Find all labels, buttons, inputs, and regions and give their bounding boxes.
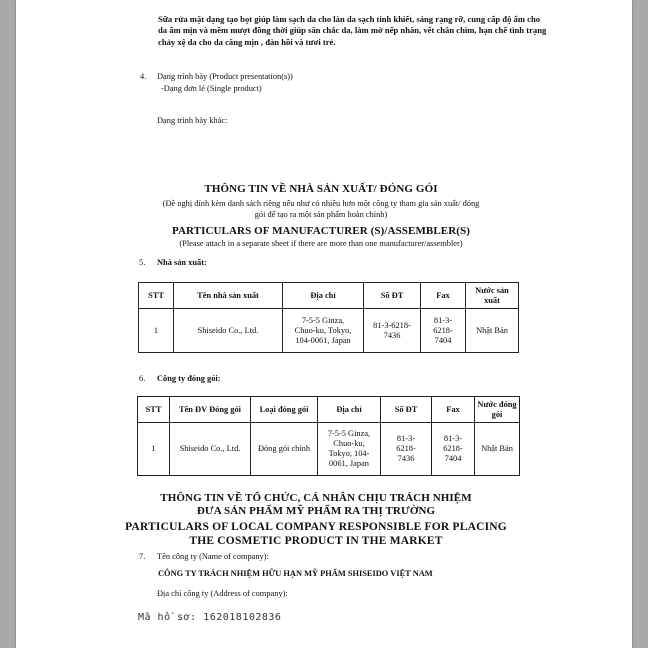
- col-fax: Fax: [432, 397, 475, 423]
- single-product-label: -Dạng đơn lẻ (Single product): [161, 84, 262, 93]
- packaging-table: [137, 396, 520, 476]
- phone-line: 81-3-: [396, 434, 416, 443]
- manufacturer-note-vi-2: gói để tạo ra một sản phẩm hoàn chỉnh): [254, 210, 388, 219]
- section-5-title: Nhà sản xuất:: [157, 258, 207, 267]
- col-packaging-type: Loại đóng gói: [251, 397, 318, 423]
- section-5-number: 5.: [139, 258, 146, 267]
- cell-country: Nhật Bản: [475, 423, 520, 476]
- manufacturer-heading-vi: THÔNG TIN VỀ NHÀ SẢN XUẤT/ ĐÓNG GÓI: [204, 183, 438, 195]
- cell-phone: [364, 309, 421, 353]
- phone-line: 7436: [397, 454, 415, 463]
- manufacturer-note-en: (Please attach in a separate sheet if there are more than one manufacturer/assembler): [179, 239, 463, 248]
- fax-line: 81-3-: [433, 315, 453, 325]
- company-name-label: Tên công ty (Name of company):: [157, 552, 269, 561]
- col-stt: STT: [139, 283, 174, 309]
- manufacturer-note-vi-1: (Đề nghị đính kèm danh sách riêng nếu như có nhiều hơn một công ty tham gia sản xuất/ đóng: [162, 199, 480, 208]
- address-line: 0061, Japan: [328, 459, 369, 468]
- section-7-number: 7.: [139, 552, 146, 561]
- col-fax: Fax: [421, 283, 466, 309]
- document-page: [16, 0, 632, 648]
- section-6-number: 6.: [139, 374, 146, 383]
- cell-packer-name: Shiseido Co., Ltd.: [170, 423, 251, 476]
- address-line: 7-5-5 Ginza,: [327, 429, 371, 438]
- address-line: 7-5-5 Ginza,: [301, 315, 345, 325]
- col-packer-name: Tên ĐV Đóng gói: [170, 397, 251, 423]
- cell-fax: [432, 423, 475, 476]
- address-line: Chuo-ku, Tokyo,: [294, 325, 352, 335]
- col-stt: STT: [138, 397, 170, 423]
- col-country: Nước đóng gói: [475, 397, 520, 423]
- table-header-row: [138, 397, 520, 423]
- section-4-title: Dạng trình bày (Product presentation(s)): [157, 72, 293, 81]
- cell-phone: [381, 423, 432, 476]
- phone-line: 7436: [383, 330, 401, 340]
- company-name: CÔNG TY TRÁCH NHIỆM HỮU HẠN MỸ PHẨM SHISEIDO VIỆT NAM: [158, 569, 433, 578]
- fax-line: 6218-: [433, 325, 453, 335]
- section-4-number: 4.: [140, 72, 147, 81]
- fax-line: 7404: [444, 454, 462, 463]
- col-country: Nước sản xuất: [466, 283, 519, 309]
- cell-address: [283, 309, 364, 353]
- address-line: Tokyo, 104-: [328, 449, 370, 458]
- fax-line: 6218-: [443, 444, 463, 453]
- local-heading-en-1: PARTICULARS OF LOCAL COMPANY RESPONSIBLE FOR PLACING: [125, 521, 507, 533]
- other-presentation-label: Dạng trình bày khác:: [157, 116, 228, 125]
- col-phone: Số ĐT: [364, 283, 421, 309]
- cell-fax: [421, 309, 466, 353]
- cell-address: [318, 423, 381, 476]
- address-line: 104-0061, Japan: [295, 335, 351, 345]
- col-manufacturer-name: Tên nhà sản xuất: [174, 283, 283, 309]
- manufacturer-table: [138, 282, 519, 353]
- cell-manufacturer-name: Shiseido Co., Ltd.: [174, 309, 283, 353]
- manufacturer-heading-en: PARTICULARS OF MANUFACTURER (S)/ASSEMBLER(S): [171, 225, 471, 237]
- section-6-title: Công ty đóng gói:: [157, 374, 221, 383]
- company-address-label: Địa chỉ công ty (Address of company):: [157, 589, 288, 598]
- local-heading-vi-1: THÔNG TIN VỀ TỔ CHỨC, CÁ NHÂN CHỊU TRÁCH NHIỆM: [160, 492, 472, 504]
- local-heading-vi-2: ĐƯA SẢN PHẨM MỸ PHẨM RA THỊ TRƯỜNG: [196, 505, 436, 517]
- col-address: Địa chỉ: [318, 397, 381, 423]
- table-row: [138, 423, 520, 476]
- file-code: Mã hồ sơ: 162018102836: [138, 612, 282, 623]
- col-phone: Số ĐT: [381, 397, 432, 423]
- phone-line: 81-3-6218-: [373, 320, 411, 330]
- product-description: Sữa rửa mặt dạng tạo bọt giúp làm sạch da cho làn da sạch tinh khiết, sáng rạng rỡ, cung cấp độ ẩm cho da ẩm mịn và mềm mượt đồng thời giúp săn chắc da, làm mờ nếp nhăn, vết chân chim, hạn chế tình trạng chảy xệ da cho da căng mịn , đàn hồi và tươi trẻ.: [158, 14, 547, 47]
- fax-line: 7404: [434, 335, 452, 345]
- cell-country: Nhật Bản: [466, 309, 519, 353]
- cell-stt: 1: [138, 423, 170, 476]
- col-address: Địa chỉ: [283, 283, 364, 309]
- cell-packaging-type: Đóng gói chính: [251, 423, 318, 476]
- table-row: [139, 309, 519, 353]
- table-header-row: [139, 283, 519, 309]
- phone-line: 6218-: [396, 444, 416, 453]
- address-line: Chuo-ku,: [333, 439, 365, 448]
- cell-stt: 1: [139, 309, 174, 353]
- fax-line: 81-3-: [443, 434, 463, 443]
- local-heading-en-2: THE COSMETIC PRODUCT IN THE MARKET: [189, 535, 443, 547]
